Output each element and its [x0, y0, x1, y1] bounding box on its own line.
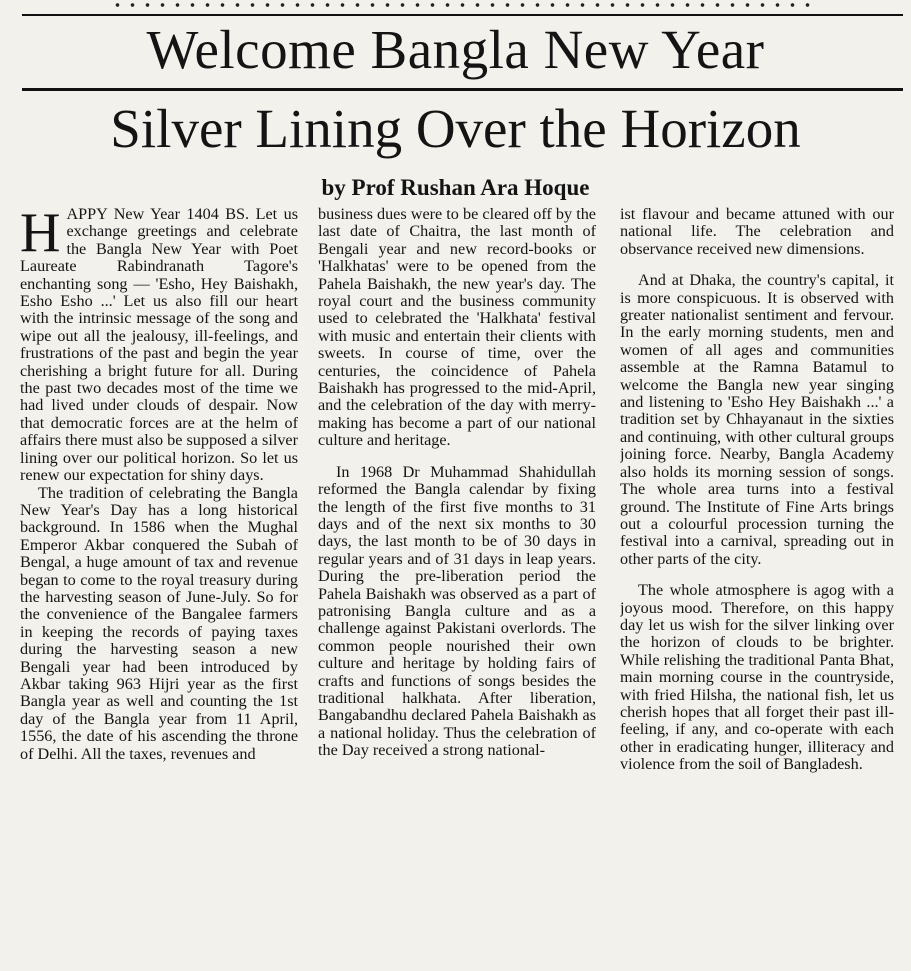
paragraph-text: APPY New Year 1404 BS. Let us exchange greetings and celebrate the Bangla New Year with Poet Laureate Rabindranath Tagore's enchanting song — 'Esho, Hey Baishakh, Esho Esho ...' Let us also fill our heart with the intrinsic message of the song and wipe out all the jealousy, ill-feelings, and frustrations of the past and begin the year cherishing a bright future for all. During the past two decades most of the time we had lived under clouds of despair. Now that democratic forces are at the helm of affairs there must also be supposed a silver lining over our political horizon. So let us renew our expectation for shiny days.	[20, 206, 298, 485]
article-column-1	[20, 206, 298, 963]
byline: by Prof Rushan Ara Hoque	[321, 175, 590, 200]
decorative-dot-border	[110, 0, 810, 10]
drop-cap: H	[20, 206, 61, 264]
article-column-3	[620, 206, 894, 963]
article-paragraph	[20, 206, 298, 485]
article-paragraph: In 1968 Dr Muhammad Shahidullah reformed the Bangla calendar by fixing the length of the first five months to 31 days and of the next six months to 30 days, the last month to be of 30 days in regular years and of 31 days in leap years. During the pre-liberation period the Pahela Baishakh was observed as a part of patronising Bangla culture and as a challenge against Pakistani overlords. The common people nourished their own culture and heritage by holding fairs of crafts and functions of songs besides the traditional halkhata. After liberation, Bangabandhu declared Pahela Baishakh as a national holiday. Thus the celebration of the Day received a strong national-	[318, 462, 596, 760]
headline-rule	[22, 88, 903, 91]
article-column-2	[318, 206, 596, 963]
article-paragraph: The whole atmosphere is agog with a joyous mood. Therefore, on this happy day let us wish for the silver linking over the horizon of clouds to be brighter. While relishing the traditional Panta Bhat, main morning course in the countryside, with fried Hilsha, the national fish, let us cherish hopes that all forget their past ill-feeling, if any, and co-operate with each other in eradicating hunger, illiteracy and violence from the soil of Bangladesh.	[620, 581, 894, 774]
article-paragraph: ist flavour and became attuned with our national life. The celebration and observance received new dimensions.	[620, 206, 894, 258]
subheadline: Silver Lining Over the Horizon	[110, 98, 801, 159]
top-rule	[22, 14, 903, 16]
headline: Welcome Bangla New Year	[146, 19, 765, 80]
article-paragraph: business dues were to be cleared off by the last date of Chaitra, the last month of Bengali year and new record-books or 'Halkhatas' were to be opened from the Pahela Baishakh, the new year's day. The royal court and the business community used to celebrated the 'Halkhata' festival with music and entertain their clients with sweets. In course of time, over the centuries, the coincidence of Pahela Baishakh has progressed to the mid-April, and the celebration of the day with merry-making has become a part of our national culture and heritage.	[318, 206, 596, 450]
article-paragraph: The tradition of celebrating the Bangla New Year's Day has a long historical background. In 1586 when the Mughal Emperor Akbar conquered the Subah of Bengal, a huge amount of tax and revenue began to come to the royal treasury during the harvesting season of June-July. So for the convenience of the Bangalee farmers in keeping the records of paying taxes during the harvesting season a new Bengali year had been introduced by Akbar taking 963 Hijri year as the first Bangla year as well and counting the 1st day of the Bangla year from 11 April, 1556, the date of his ascending the throne of Delhi. All the taxes, revenues and	[20, 483, 298, 763]
article-paragraph: And at Dhaka, the country's capital, it is more conspicuous. It is observed with greater nationalist sentiment and fervour. In the early morning students, men and women of all ages and communities assemble at the Ramna Batamul to welcome the Bangla new year singing and listening to 'Esho Hey Baishakh ...' a tradition set by Chhayanaut in the sixties and continuing, with other cultural groups joining force. Nearby, Bangla Academy also holds its morning session of songs. The whole area turns into a festival ground. The Institute of Fine Arts brings out a colourful procession turning the festival into a carnival, spreading out in other parts of the city.	[620, 271, 894, 568]
